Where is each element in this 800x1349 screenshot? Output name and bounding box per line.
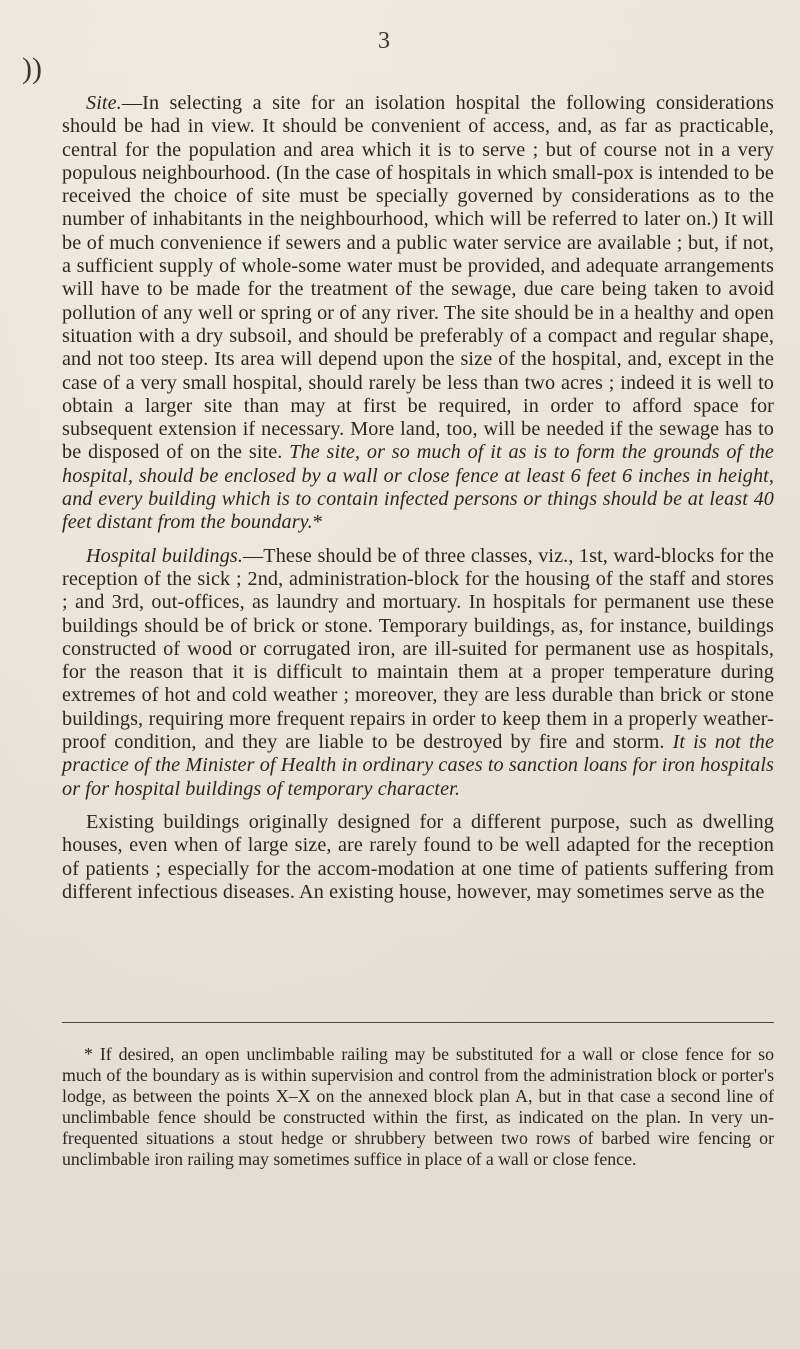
paragraph-hospital-buildings bbox=[62, 545, 774, 801]
paragraph-existing-buildings bbox=[62, 811, 774, 904]
buildings-text: —These should be of three classes, viz., 1st, ward-blocks for the reception of the sick ; 2nd, administration-block for the housing of the staff and stores ; and 3rd, out-offices, as laundry and mortuary. In hospitals for permanent use these buildings should be of brick or stone. Temporary buildings, as, for instance, buildings constructed of wood or corrugated iron, are ill-suited for permanent use as hospitals, for the reason that it is difficult to maintain them at a proper temperature during extremes of hot and cold weather ; moreover, they are less durable than brick or stone buildings, requiring more frequent repairs in order to keep them in a properly weather-proof condition, and they are liable to be destroyed by fire and storm. bbox=[62, 544, 774, 754]
page-number: 3 bbox=[378, 28, 390, 54]
margin-mark: )) bbox=[22, 52, 42, 85]
site-heading: Site. bbox=[86, 92, 122, 114]
footnote-divider bbox=[62, 1022, 774, 1023]
main-body-text bbox=[62, 92, 774, 914]
buildings-italic-text: It is not the practice of the Minister of Health in ordinary cases to sanction loans for iron hospitals or for hospital buildings of temporary character. bbox=[62, 731, 774, 800]
buildings-heading: Hospital buildings. bbox=[86, 544, 243, 567]
existing-text: Existing buildings originally designed for a different purpose, such as dwelling houses, even when of large size, are rarely found to be well adapted for the reception of patients ; especially for the accom-modation at one time of patients suffering from different infectious diseases. An existing house, however, may sometimes serve as the bbox=[62, 810, 774, 903]
footnote-reference: * bbox=[312, 511, 323, 534]
footnote: * If desired, an open unclimbable railing may be substituted for a wall or close fence for so much of the boundary as is within supervision and control from the administration block or porter's lodge, as between the points X–X on the annexed block plan A, but in that case a second line of unclimbable fence should be constructed within the first, as indicated on the plan. In very un-frequented situations a stout hedge or shrubbery between two rows of barbed wire fencing or unclimbable iron railing may sometimes suffice in place of a wall or close fence. bbox=[62, 1044, 774, 1169]
site-text: —In selecting a site for an isolation hospital the following considerations should be had in view. It should be convenient of access, and, as far as practicable, central for the population and area which it is to serve ; but of course not in a very populous neighbourhood. (In the case of hospitals in which small-pox is intended to be received the choice of site must be specially governed by considerations as to the number of inhabitants in the neighbourhood, which will be referred to later on.) It will be of much convenience if sewers and a public water service are available ; but, if not, a sufficient supply of whole-some water must be provided, and adequate arrangements will have to be made for the treatment of the sewage, due care being taken to avoid pollution of any well or spring or of any river. The site should be in a healthy and open situation with a dry subsoil, and should be preferably of a compact and regular shape, and not too steep. Its area will depend upon the size of the hospital, and, except in the case of a very small hospital, should rarely be less than two acres ; indeed it is well to obtain a larger site than may at first be required, in order to afford space for subsequent extension if necessary. More land, too, will be needed if the sewage has to be disposed of on the site. bbox=[62, 92, 774, 464]
paragraph-site bbox=[62, 92, 774, 535]
site-italic-text: The site, or so much of it as is to form the grounds of the hospital, should be enclosed by a wall or close fence at least 6 feet 6 inches in height, and every building which is to contain infected persons or things should be at least 40 feet distant from the boundary. bbox=[62, 441, 774, 534]
